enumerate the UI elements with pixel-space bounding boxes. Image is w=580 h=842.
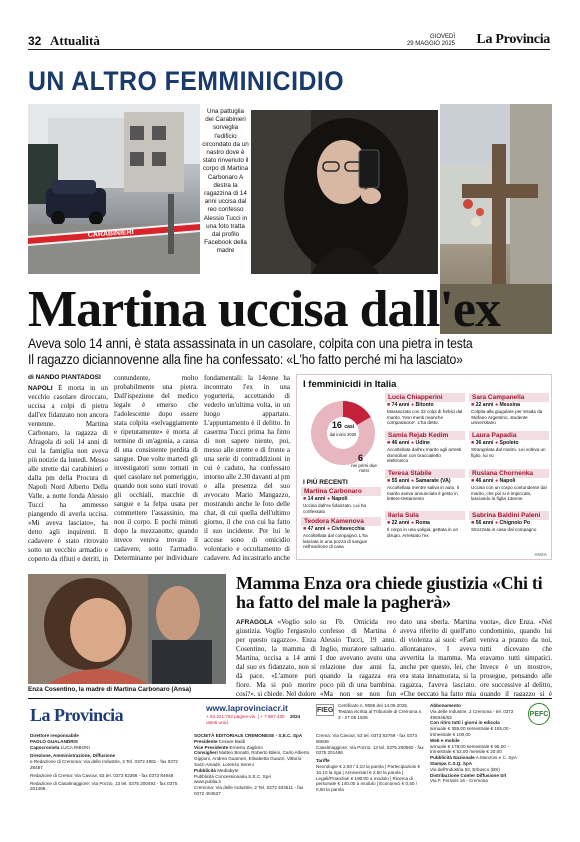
rates-label: Con ritiro tutti i giorni in edicola: [430, 720, 500, 726]
victim-name: Teodora Kamenova: [301, 517, 381, 526]
story2-column-1: [236, 618, 316, 696]
vice-name: Ernesto Zaglioni: [229, 744, 263, 750]
victim-meta: ■ 36 anni ● Spoleto: [471, 440, 519, 446]
page-number: 32: [28, 34, 42, 48]
victim-desc: Uccisa dall'ex fidanzato. Lui ha confessato: [303, 503, 366, 514]
national-ads-name: A.Manzoni e C. SpA: [475, 755, 518, 761]
tape-text: CARABINIERI: [87, 228, 134, 239]
victim-card: [469, 511, 549, 533]
issue-date-text: 29 MAGGIO 2025: [406, 41, 455, 47]
footer-subscriptions: [430, 703, 524, 784]
rates-text: annuale € 355,00 semestrale € 185,00 - trimestrale € 100,00: [430, 726, 512, 737]
tariffs-title: Tariffe: [316, 758, 330, 764]
subheadline: [28, 336, 500, 368]
victim-name: Sabrina Baldini Paleni: [469, 511, 549, 520]
mother-photo[interactable]: [28, 574, 226, 684]
victim-age: 46 anni: [475, 478, 494, 484]
mother-portrait-illustration: [28, 574, 226, 684]
victim-desc: Il corpo in una valigia, gettata in un dirupo. Arrestato l'ex: [387, 527, 458, 538]
victim-age: 74 anni: [391, 402, 410, 408]
donut-value: 16: [331, 420, 342, 430]
footer-website[interactable]: www.laprovinciacr.it: [206, 703, 288, 713]
victim-age: 55 anni: [391, 478, 410, 484]
section-title: Attualità: [50, 33, 100, 48]
issue-date: [407, 34, 455, 48]
count-value: 6: [358, 453, 364, 463]
victim-meta: ■ 46 anni ● Udine: [387, 440, 430, 446]
story2-column-2: su Fb. Omicida reo confesso di Martina è Alessio Tucci, 19 anni. Inglio, muratore saltuario. I due avevano avuto una relazione due anni fa, quando la ragazza era poco più di una bambina. «Ma non se non fun: [320, 618, 396, 696]
badge-1: FIEG: [316, 704, 334, 716]
victim-meta: ■ 46 anni ● Napoli: [471, 478, 516, 484]
victim-name: Sara Campanella: [469, 393, 549, 402]
cremona-ads-address: Cremona: Via delle Industrie, 2 Tel. 0372 404511 - fax 0372 404527: [194, 785, 304, 796]
victim-desc: Colpita alla giugulare per strada da Stefano Argentino, studente universitario: [471, 409, 543, 426]
footer-staff: [30, 733, 190, 792]
advertising-name: Mediabyte: [217, 767, 239, 773]
crime-scene-photo[interactable]: [28, 104, 200, 274]
printer-address: Via dell'Industria 52, Erbusco (BS): [430, 766, 500, 772]
footer-stats: + 64.221.762 pagine-vis. | + 7.867.430 utenti unici: [206, 714, 285, 725]
page-header: [28, 34, 550, 50]
headline: Martina uccisa dall'ex: [28, 281, 500, 338]
director-label: Direttore responsabile: [30, 733, 79, 738]
footer-logo[interactable]: La Provincia: [30, 705, 124, 725]
story2-dateline: AFRAGOLA: [236, 619, 273, 626]
victim-city: Napoli: [331, 496, 348, 502]
victim-city: Civitavecchia: [331, 526, 365, 532]
victim-card: [385, 393, 465, 426]
victim-age: 56 anni: [475, 520, 494, 526]
victim-name: Martina Carbonaro: [301, 487, 381, 496]
office-address: e Redazione di Cremona: Via delle Industrie, 2 Tel. 0372 4981 - fax 0372 28487: [30, 759, 178, 770]
codirector-name: LUCA RIBONI: [60, 744, 90, 750]
web-mobile-label: Web e mobile: [430, 737, 460, 743]
victim-card: [385, 469, 465, 502]
story-dateline: NAPOLI: [28, 385, 53, 392]
photo-caption: Una pattuglia dei Carabinieri sorveglia l'edificio circondato da un nastro dove è stato rinvenuto il corpo di Martina Carbonaro A destra la ragazzina di 14 anni uccisa dal reo confesso Alessio Tucci in una foto tratta dal profilo Facebook della madre: [202, 108, 249, 255]
story2-text-1: «Voglio solo giustizia. Voglio l'ergastolo per questo ragazzo». Enza Cosentino, la mamma di Martina, uccisa a 14 anni dal suo ex fidanzato, non si dà pace. «L'amore puri fiore. Ma si può morire così?», si chiede. Nel dolore: [236, 618, 316, 696]
president-name: Cesare Baldi: [218, 738, 246, 744]
badge-2: PEFC: [528, 703, 550, 725]
colophon: [28, 698, 552, 822]
victim-desc: Strangolata dal marito. Lei voleva un figlio, lui no: [471, 447, 546, 458]
casalmaggiore-address: Redazione di Casalmaggiore: Via Porzio, 13 tel. 0375 200492 - fax 0375 201466: [30, 780, 178, 792]
story-column-1: [28, 384, 108, 564]
tariffs-text: Necrologie € 2,50 / 3,10 la parola | Partecipazioni € 10,10 la riga | Anniversari € 2,50 la parola | Legali/Finanziari € 190,00 a modulo | Ricerca di personale € 140,00 a modulo | Economici € 0,50 / 0,50 la parola: [316, 763, 421, 793]
victim-city: Napoli: [499, 478, 516, 484]
web-mobile-rates: annuale € 179,00 semestrale € 95,00 - trimestrale € 52,00 mensile € 20,00: [430, 743, 509, 755]
victim-age: 36 anni: [475, 440, 494, 446]
victim-city: Messina: [499, 402, 521, 408]
victim-desc: Accoltellata mentre saliva in auto. Il marito aveva annunciato il gesto in lettere-testamento: [387, 485, 460, 502]
vice-label: Vice Presidente: [194, 744, 229, 750]
masthead-logo[interactable]: La Provincia: [476, 32, 550, 47]
office-title: Direzione, Amministrazione, Diffusione: [30, 753, 116, 759]
victim-meta: ■ 14 anni ● Napoli: [303, 496, 348, 502]
count-label: nei primi due mesi: [351, 463, 377, 473]
distribution-address: Via F. Ferraris 16 - Cremona: [430, 778, 488, 784]
crime-scene-illustration: [28, 104, 200, 274]
victim-name: Ruslana Chornenka: [469, 469, 549, 478]
victim-card: [301, 517, 381, 550]
footer-tariffs: [316, 733, 424, 793]
victim-card: [469, 431, 549, 458]
victim-meta: ■ 74 anni ● Bitonto: [387, 402, 434, 408]
victim-meta: ■ 55 anni ● Samarate (VA): [387, 478, 451, 484]
victim-name: Teresa Stabile: [385, 469, 465, 478]
issue-day: GIOVEDÌ: [429, 34, 455, 40]
subhead-line-1: Aveva solo 14 anni, è stata assassinata in un casolare, colpita con una pietra in testa: [28, 336, 473, 351]
director-name: PAOLO GUALANDRIS: [30, 738, 78, 744]
mother-photo-caption: Enza Cosentino, la madre di Martina Carbonaro (Ansa): [28, 686, 192, 693]
subscription-address: Via delle Industrie, 2 Cremona - tel. 0372 498345/63: [430, 708, 514, 720]
printer-label: Stampa C.S.Q. SpA: [430, 760, 473, 766]
victim-city: Samarate (VA): [415, 478, 451, 484]
casalmaggiore-ads: Casalmaggiore: Via Porzio, 13 tel. 0375 200560 - fax 0375 201466: [316, 744, 424, 756]
donut-label: dal inizio 2025: [329, 432, 357, 437]
victim-desc: Uccisa con un corpo contundente dal marito, che poi si è impiccato, lasciando la figlia 13enne: [471, 485, 547, 502]
victim-age: 22 anni: [475, 402, 494, 408]
story-column-3: fondamentali: la 14enne ha incontrato l'ex in una yogurteria, accettando di vederlo un'ultima volta, in un luogo appartato. L'appuntamento è il delitto. In caserma Tucci prima ha finto di non sapere niente, poi, messo alle strette e di fronte a una serie di contraddizioni in cui è caduto, ha confessato intorno alle 2.30 davanti al pm e alla presenza del suo avvocato Mario Mangazzo, mostrando anche le foto delle chat, di cui quella dell'ultimo giorno, il che con cui ha fatto il suo incidente. Per lui le accuse sono di omicidio volontario e occultamento di cadavere. Ad incastrarlo anche: [204, 374, 290, 562]
society-name: SOCIETÀ EDITORIALE CREMONESE - S.E.C. SpA: [194, 733, 303, 738]
story2-column-4: vuota», dice Enza. «Nel condominio, quando lui veniva a pranzo da noi, tutti dicevano che eravamo tutti simpatici. Invece è un mostro», prosegue, pensando alle ore successive al delitto, quando il ragazzo si è: [480, 618, 552, 696]
national-ads-label: Pubblicità Nazionale: [430, 755, 475, 761]
board-names: Matteo Bonatti, Roberto Bileni, Carlo Alberto Gipponi, Andrea Guarneri, Elisabetta Guazzi, Vittorio Sarzi Amadè, Lorenzo Sereni: [194, 750, 310, 767]
registration: Testata iscritta al Tribunale di Cremona n. 3 - 27 05 1948: [338, 708, 423, 720]
victim-city: Bitonto: [415, 402, 434, 408]
victim-city: Udine: [415, 440, 430, 446]
crema-ads: Crema: Via Cavour, 53 tel. 0373 82769 - fax 0373 80848: [316, 733, 418, 744]
footer-society: [194, 733, 312, 797]
victim-desc: Massacrata con 22 colpi di forbici dal marito. 'Non meriti neanche compassione'. L'ha detto.: [387, 409, 463, 426]
subhead-line-2: Il ragazzo diciannovenne alla fine ha confessato: «L'ho fatto perché mi ha lasciato»: [28, 352, 463, 367]
victim-meta: ■ 47 anni ● Civitavecchia: [303, 526, 365, 532]
recent-title: I PIÙ RECENTI: [303, 479, 348, 486]
advertising-address: Pubblicità Concessionaria S.E.C. SpA: [194, 773, 272, 779]
infographic-credit: ANSA: [534, 552, 547, 557]
victim-meta: ■ 56 anni ● Chignolo Po: [471, 520, 531, 526]
victim-age: 14 anni: [307, 496, 326, 502]
distribution-label: Distribuzione Conter Diffusione Srl: [430, 772, 507, 778]
advertising-website: www.publia.it: [194, 779, 221, 785]
byline: di NANDO PIANTADOSI: [28, 374, 101, 381]
donut-center: [327, 421, 359, 437]
victim-portrait-illustration: [251, 110, 438, 274]
subscription-title: Abbonamento: [430, 703, 461, 708]
infographic-title: I femminicidi in Italia: [303, 379, 397, 390]
codirector-label: Capocronista: [30, 744, 60, 750]
victim-age: 22 anni: [391, 520, 410, 526]
story2-column-3: dato una sberla. Martina aveva riferito di quell'atto di violenza ai suoi: «Fatti allontanare». I aveva avvertita la mamma. Ma anche per questo, lei, che era stata innamorata, si la ragazza, l'aveva lasciato. «Che peccato ha fatto mia: [400, 618, 476, 696]
crema-address: Redazione di Crema: Via Cavour, 53 tel. 0373 82368 - fax 0373 84948: [30, 772, 174, 778]
kicker: UN ALTRO FEMMINICIDIO: [28, 66, 344, 96]
victim-city: Roma: [415, 520, 430, 526]
victim-age: 47 anni: [307, 526, 326, 532]
victim-desc: Accoltellata dall'ex marito agli arresti domiciliari con braccialetto elettronico: [387, 447, 462, 464]
certification: Certificato n. 9085 del 14.05.2025: [338, 703, 407, 708]
femicide-infographic: [296, 374, 552, 560]
footer-registration: [338, 703, 424, 720]
victim-card: [469, 469, 549, 502]
story-text-1: È morta in un vecchio casolare diroccato, uccisa a colpi di pietra dall'ex fidanzato non ancora ventenne. Martina Carbonaro, la ragazza di Afragola di soli 14 anni di cui la famiglia non aveva più notizie da lunedì. Messo alle strette dai carabinieri e dalla pm della Procura di Napoli Nord Alberto Della Valle, a notte fonda Alessio Tucci ha ammesso piangendo di averla uccisa. «Mi aveva lasciato», ha detto agli inquirenti. Il cadavere è stato ritrovato sotto un vecchio armadio e coperto da rifiuti e detriti, in: [28, 384, 108, 563]
victim-card: [385, 431, 465, 464]
victim-meta: ■ 22 anni ● Messina: [471, 402, 521, 408]
victim-card: [385, 511, 465, 538]
victim-city: Chignolo Po: [499, 520, 531, 526]
victim-name: Samia Rejab Kedim: [385, 431, 465, 440]
victim-card: [469, 393, 549, 426]
victim-age: 46 anni: [391, 440, 410, 446]
story-column-2: contundente, molto probabilmente una pietra. Dall'ispezione del medico legale è emerso che l'adolescente dopo essere stata colpita «selvaggiamente e ripetutamente» è morta al termine di un'agonia, a causa di una consistente perdita di sangue. Due volte martedì gli investigatori sono tornati in quel casolare nel pomeriggio, quando non sono stati trovati gli occhiali, macchie di sangue e la felpa usata per commettere l'assassinio, ma non il corpo. E pochi minuti dopo la mezzanotte, quando invece veniva trovato il cadavere, sotto l'armadio. Determinante per individuare: [114, 374, 198, 562]
victim-meta: ■ 22 anni ● Roma: [387, 520, 430, 526]
victim-photo[interactable]: [251, 110, 438, 274]
advertising-label: Pubblicità: [194, 767, 216, 773]
victim-name: Laura Papadia: [469, 431, 549, 440]
victim-card: [301, 487, 381, 514]
story2-headline: Mamma Enza ora chiede giustizia «Chi ti ha fatto del male la pagherà»: [236, 573, 543, 612]
donut-unit: casi: [344, 424, 355, 430]
footer-stats-year: 2024: [290, 714, 301, 719]
victim-name: Lucia Chiapperini: [385, 393, 465, 402]
victim-desc: Accoltellata dal compagno. L'ha lasciata in una pozza di sangue nell'androne di casa: [303, 533, 368, 550]
president-label: Presidente: [194, 738, 218, 744]
victim-desc: Strozzata in casa dal compagno: [471, 527, 537, 532]
board-label: Consiglieri: [194, 750, 218, 756]
victim-city: Spoleto: [499, 440, 519, 446]
victim-name: Ilaria Sula: [385, 511, 465, 520]
